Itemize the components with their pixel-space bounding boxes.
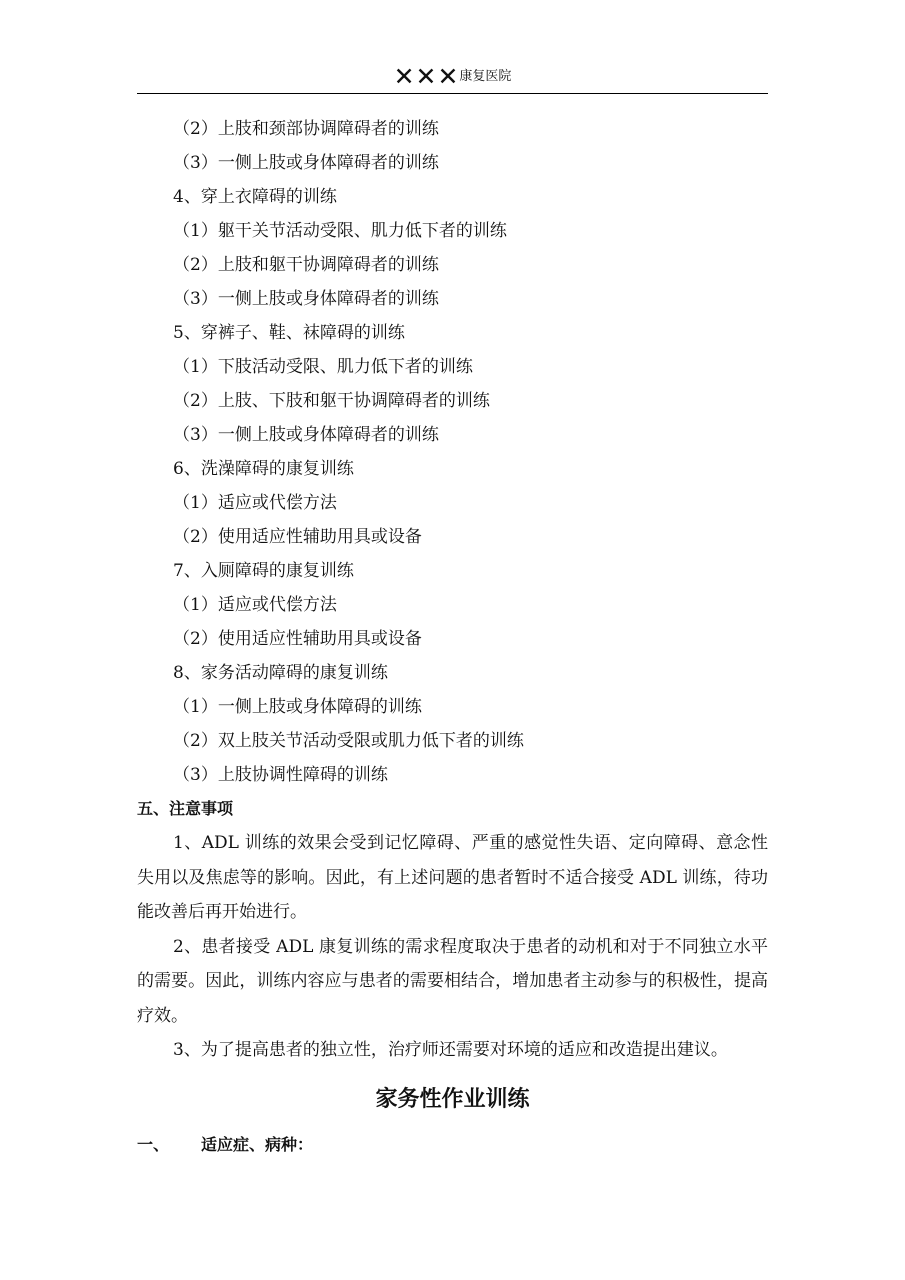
list-item: （1）适应或代偿方法 — [173, 493, 337, 513]
notes-paragraph: 3、为了提高患者的独立性，治疗师还需要对环境的适应和改造提出建议。 — [173, 1040, 728, 1060]
list-item: （3）一侧上肢或身体障碍者的训练 — [173, 289, 439, 309]
subheading-text: 适应症、病种： — [201, 1134, 314, 1154]
list-item: （2）上肢、下肢和躯干协调障碍者的训练 — [173, 391, 490, 411]
list-item: （1）一侧上肢或身体障碍的训练 — [173, 697, 422, 717]
hospital-name-mark: ✕✕✕ — [393, 62, 460, 91]
notes-heading: 五、注意事项 — [137, 799, 234, 818]
list-item: （2）使用适应性辅助用具或设备 — [173, 629, 422, 649]
list-item: （1）躯干关节活动受限、肌力低下者的训练 — [173, 221, 507, 241]
list-item: （3）一侧上肢或身体障碍者的训练 — [173, 425, 439, 445]
subheading — [137, 1130, 768, 1160]
list-item: 5、穿裤子、鞋、袜障碍的训练 — [173, 323, 405, 343]
list-item: （3）上肢协调性障碍的训练 — [173, 765, 388, 785]
subheading-number: 一、 — [137, 1134, 170, 1154]
list-item: （2）上肢和颈部协调障碍者的训练 — [173, 119, 439, 139]
notes-paragraph: 2、患者接受 ADL 康复训练的需求程度取决于患者的动机和对于不同独立水平的需要。因此，训练内容应与患者的需要相结合，增加患者主动参与的积极性，提高疗效。 — [137, 936, 768, 1026]
list-item: （2）上肢和躯干协调障碍者的训练 — [173, 255, 439, 275]
list-item: （3）一侧上肢或身体障碍者的训练 — [173, 153, 439, 173]
list-item: （1）下肢活动受限、肌力低下者的训练 — [173, 357, 473, 377]
list-item: （2）双上肢关节活动受限或肌力低下者的训练 — [173, 731, 524, 751]
list-item: 6、洗澡障碍的康复训练 — [173, 459, 354, 479]
list-item: 8、家务活动障碍的康复训练 — [173, 663, 388, 683]
list-item: （1）适应或代偿方法 — [173, 595, 337, 615]
list-item: 7、入厕障碍的康复训练 — [173, 561, 354, 581]
section-title: 家务性作业训练 — [375, 1086, 530, 1112]
page-header — [137, 62, 768, 94]
hospital-name-text: 康复医院 — [459, 69, 512, 84]
list-item: （2）使用适应性辅助用具或设备 — [173, 527, 422, 547]
list-item: 4、穿上衣障碍的训练 — [173, 187, 337, 207]
document-body — [137, 112, 768, 1160]
notes-paragraph: 1、ADL 训练的效果会受到记忆障碍、严重的感觉性失语、定向障碍、意念性失用以及焦虑等的影响。因此，有上述问题的患者暂时不适合接受 ADL 训练，待功能改善后再开始进行。 — [137, 833, 768, 922]
